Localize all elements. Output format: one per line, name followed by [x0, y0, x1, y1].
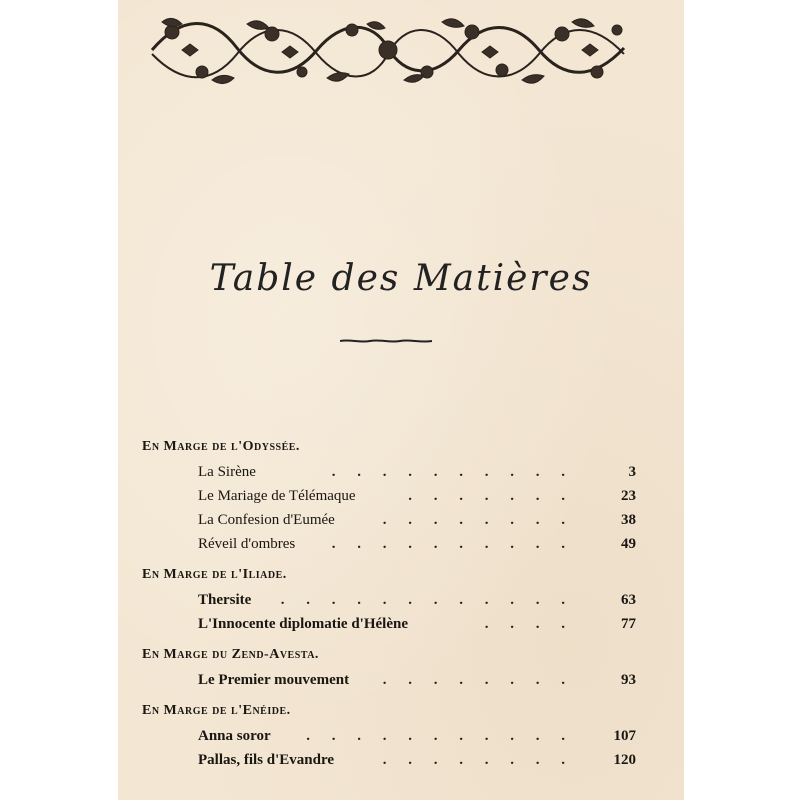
entry-page-number: 63 — [621, 592, 636, 608]
dot-leader: . . . . . . . . — [382, 672, 574, 688]
dot-leader: . . . . . . . . . . . — [306, 728, 574, 744]
toc-entry — [118, 508, 684, 532]
entry-page-number: 38 — [621, 512, 636, 528]
page-title: Table des Matières — [209, 258, 593, 299]
toc-entry — [118, 532, 684, 556]
toc-entry — [118, 484, 684, 508]
entry-page-number: 77 — [621, 616, 636, 632]
entry-title: La Sirène — [198, 464, 256, 480]
toc-entry — [118, 748, 684, 772]
decorative-rule — [340, 338, 432, 344]
dot-leader: . . . . . . . . . . . . — [280, 592, 574, 608]
book-page — [118, 0, 684, 800]
entry-page-number: 3 — [628, 464, 636, 480]
section-heading-iliade: En Marge de l'Iliade. — [142, 567, 287, 582]
dot-leader: . . . . . . . . — [382, 752, 574, 768]
entry-title: La Confesion d'Eumée — [198, 512, 335, 528]
entry-title: Le Mariage de Télémaque — [198, 488, 356, 504]
section-heading-eneide: En Marge de l'Enéide. — [142, 703, 291, 718]
dot-leader: . . . . . . . . . . — [331, 464, 574, 480]
section-heading-odyssee: En Marge de l'Odyssée. — [142, 439, 300, 454]
table-of-contents — [118, 434, 684, 772]
toc-entry — [118, 668, 684, 692]
entry-title: Le Premier mouvement — [198, 672, 350, 688]
entry-title: L'Innocente diplomatie d'Hélène — [198, 616, 408, 632]
entry-title: Anna soror — [198, 728, 271, 744]
entry-title: Pallas, fils d'Evandre — [198, 752, 334, 768]
toc-entry — [118, 588, 684, 612]
section-heading-zend-avesta: En Marge du Zend-Avesta. — [142, 647, 319, 662]
entry-page-number: 23 — [621, 488, 636, 504]
entry-page-number: 49 — [621, 536, 636, 552]
toc-entry — [118, 460, 684, 484]
entry-title: Réveil d'ombres — [198, 536, 296, 552]
dot-leader: . . . . . . . . — [382, 512, 574, 528]
dot-leader: . . . . — [484, 616, 574, 632]
floral-ornament-icon — [142, 10, 634, 90]
entry-title: Thersite — [198, 592, 252, 608]
entry-page-number: 120 — [613, 752, 636, 768]
toc-entry — [118, 724, 684, 748]
dot-leader: . . . . . . . — [408, 488, 574, 504]
toc-entry — [118, 612, 684, 636]
dot-leader: . . . . . . . . . . — [331, 536, 574, 552]
entry-page-number: 93 — [621, 672, 636, 688]
entry-page-number: 107 — [613, 728, 636, 744]
